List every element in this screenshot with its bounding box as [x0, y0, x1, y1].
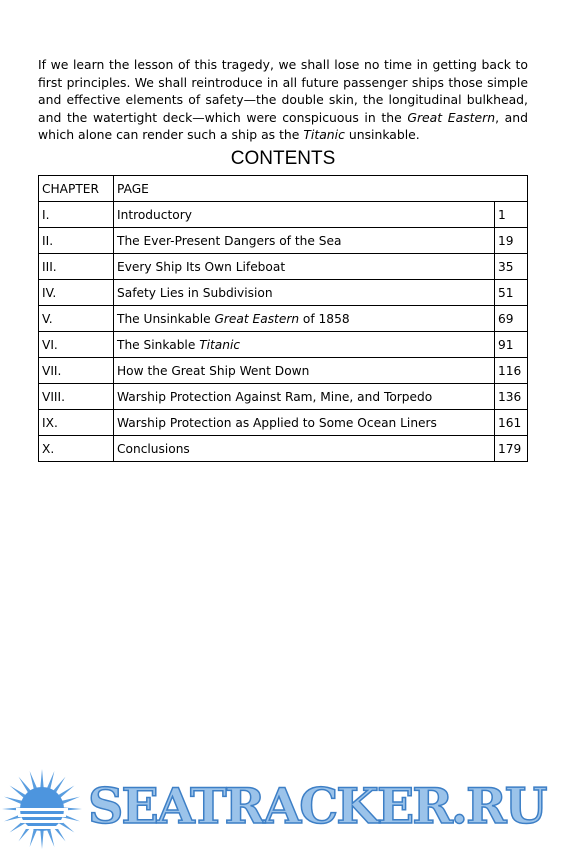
sun-over-sea-icon: [0, 768, 84, 850]
sun-ray: [40, 769, 44, 789]
chapter-number: VI.: [39, 332, 114, 358]
chapter-page-number: 136: [495, 384, 528, 410]
chapter-title-text: Conclusions: [117, 441, 190, 456]
chapter-title: [114, 254, 495, 280]
contents-row: [39, 228, 528, 254]
chapter-title: [114, 410, 495, 436]
contents-title: CONTENTS: [230, 148, 336, 169]
chapter-number: X.: [39, 436, 114, 462]
chapter-title-italic: Titanic: [199, 337, 241, 352]
chapter-page-number: 35: [495, 254, 528, 280]
chapter-number: VII.: [39, 358, 114, 384]
sun-ray: [60, 797, 80, 805]
sun-ray: [4, 797, 24, 805]
contents-table: [38, 175, 528, 462]
chapter-page-number: 69: [495, 306, 528, 332]
contents-row: [39, 306, 528, 332]
chapter-title-text: Every Ship Its Own Lifeboat: [117, 259, 286, 274]
chapter-number: II.: [39, 228, 114, 254]
contents-row: [39, 358, 528, 384]
contents-header-row: [39, 176, 528, 202]
contents-row: [39, 410, 528, 436]
chapter-page-number: 19: [495, 228, 528, 254]
chapter-page-number: 91: [495, 332, 528, 358]
chapter-title-text: How the Great Ship Went Down: [117, 363, 310, 378]
chapter-page-number: 1: [495, 202, 528, 228]
chapter-title-text: Warship Protection Against Ram, Mine, and Torpedo: [117, 389, 433, 404]
chapter-title: [114, 358, 495, 384]
seatracker-watermark: [0, 768, 566, 850]
sun-ray: [40, 829, 44, 849]
chapter-title: [114, 332, 495, 358]
chapter-title: [114, 202, 495, 228]
page-column-header: PAGE: [114, 176, 528, 202]
chapter-page-number: 116: [495, 358, 528, 384]
contents-row: [39, 254, 528, 280]
chapter-title: [114, 306, 495, 332]
contents-row: [39, 436, 528, 462]
chapter-title: [114, 384, 495, 410]
intro-text-1: If we learn the lesson of this tragedy, we shall lose no time in getting back to first principles. We shall reintroduce in all future passenger ships those simple and effective elements of safety—the double skin, the longitudinal bulkhead, and the watertight deck—which were conspicuous in the: [38, 57, 528, 125]
chapter-number: V.: [39, 306, 114, 332]
intro-text-2: , and which alone can render such a ship as the: [38, 109, 528, 142]
contents-row: [39, 384, 528, 410]
watermark-text: SEATRACKER.RU: [88, 777, 546, 835]
intro-text-3: unsinkable.: [344, 127, 420, 142]
chapter-number: III.: [39, 254, 114, 280]
chapter-title-text: Warship Protection as Applied to Some Ocean Liners: [117, 415, 437, 430]
chapter-title: [114, 228, 495, 254]
chapter-title-text: The Ever-Present Dangers of the Sea: [117, 233, 342, 248]
chapter-page-number: 179: [495, 436, 528, 462]
contents-row: [39, 280, 528, 306]
sun-ray: [46, 827, 54, 847]
chapter-title-text: The Unsinkable: [117, 311, 215, 326]
chapter-number: IV.: [39, 280, 114, 306]
sun-ray: [46, 771, 54, 791]
chapter-number: I.: [39, 202, 114, 228]
chapter-column-header: CHAPTER: [39, 176, 114, 202]
chapter-title-text: The Sinkable: [117, 337, 200, 352]
contents-table-body: [39, 176, 528, 462]
contents-row: [39, 332, 528, 358]
contents-row: [39, 202, 528, 228]
chapter-number: VIII.: [39, 384, 114, 410]
sun-ray: [30, 771, 38, 791]
chapter-title-italic: Great Eastern: [214, 311, 300, 326]
chapter-title-text: Introductory: [117, 207, 192, 222]
sun-ray: [30, 827, 38, 847]
chapter-title-text: Safety Lies in Subdivision: [117, 285, 273, 300]
chapter-title-suffix: of 1858: [299, 311, 350, 326]
chapter-number: IX.: [39, 410, 114, 436]
chapter-title: [114, 280, 495, 306]
intro-italic-titanic: Titanic: [303, 127, 345, 142]
chapter-page-number: 51: [495, 280, 528, 306]
chapter-page-number: 161: [495, 410, 528, 436]
intro-italic-great-eastern: Great Eastern: [407, 109, 496, 125]
chapter-title: [114, 436, 495, 462]
intro-paragraph: [38, 56, 528, 144]
